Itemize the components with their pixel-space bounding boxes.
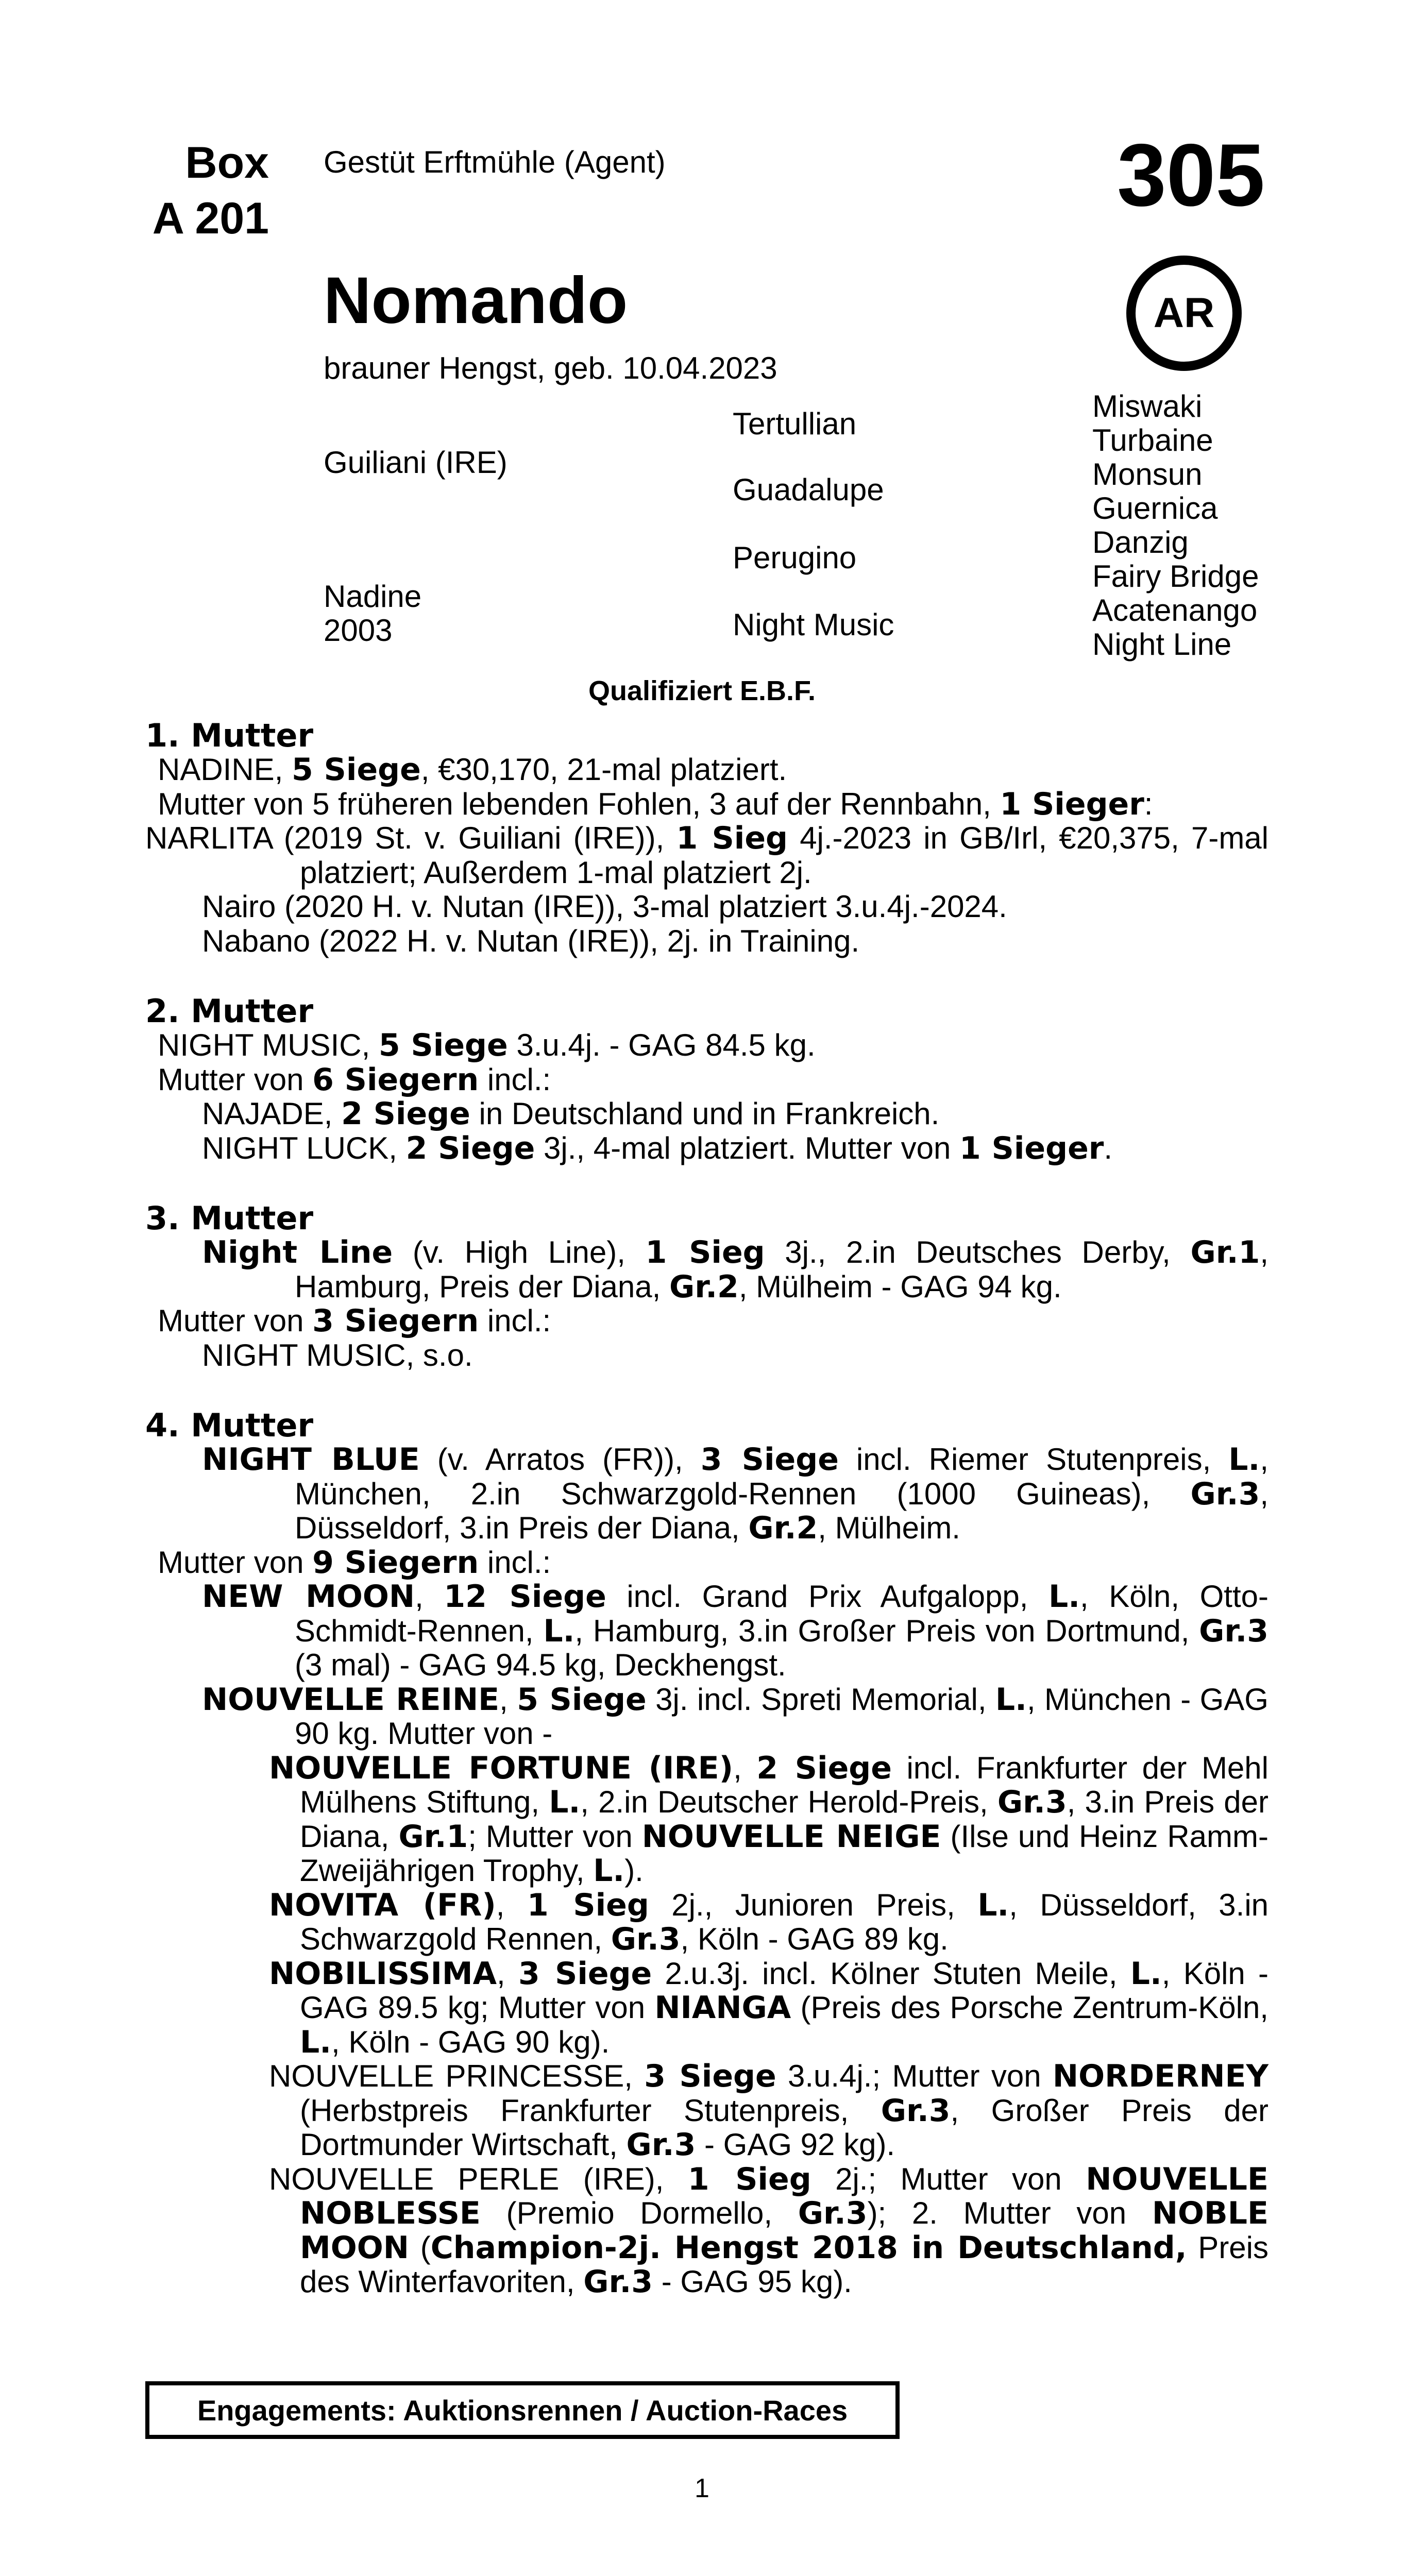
produce-summary: Mutter von 6 Siegern incl.: <box>158 1061 551 1098</box>
qualification: Qualifiziert E.B.F. <box>588 675 816 706</box>
section-3-mutter <box>145 1201 1268 1372</box>
produce-summary: Mutter von 3 Siegern incl.: <box>158 1303 551 1339</box>
pedigree-grandparent: Perugino <box>733 540 857 575</box>
produce-entry: NARLITA (2019 St. v. Guiliani (IRE)), 1 Sieg 4j.-2023 in GB/Irl, €20,375, 7-mal platziert; Außerdem 1-mal platziert 2j. <box>145 820 1269 890</box>
engagements-box: Engagements: Auktionsrennen / Auction-Races <box>145 2381 900 2439</box>
pedigree-great-grandparent: Guernica <box>1092 491 1218 526</box>
section-2-mutter <box>145 994 1268 1165</box>
dam-record: Night Line (v. High Line), 1 Sieg 3j., 2.in Deutsches Derby, Gr.1, Hamburg, Preis der Diana, Gr.2, Mülheim - GAG 94 kg. <box>202 1234 1268 1305</box>
pedigree-great-grandparent: Fairy Bridge <box>1092 559 1259 594</box>
granddaughter-entry: NOUVELLE PRINCESSE, 3 Siege 3.u.4j.; Mutter von NORDERNEY (Herbstpreis Frankfurter Stutenpreis, Gr.3, Großer Preis der Dortmunder Wirtschaft, Gr.3 - GAG 92 kg). <box>269 2058 1268 2163</box>
produce-summary: Mutter von 9 Siegern incl.: <box>158 1544 551 1581</box>
pedigree-great-grandparent: Monsun <box>1092 457 1203 492</box>
produce-summary: Mutter von 5 früheren lebenden Fohlen, 3 auf der Rennbahn, 1 Sieger: <box>158 786 1153 822</box>
pedigree-grandparent: Guadalupe <box>733 472 884 507</box>
lot-number: 305 <box>1117 126 1265 225</box>
dam-record: NADINE, 5 Siege, €30,170, 21-mal platziert. <box>158 752 787 788</box>
breeder: Gestüt Erftmühle (Agent) <box>324 145 666 179</box>
pedigree-dam <box>324 580 421 648</box>
pedigree-great-grandparent: Danzig <box>1092 525 1189 560</box>
section-heading: 4. Mutter <box>145 1406 314 1444</box>
pedigree-grandparent: Night Music <box>733 607 894 642</box>
box-label <box>145 135 269 246</box>
produce-entry: NAJADE, 2 Siege in Deutschland und in Frankreich. <box>202 1096 940 1132</box>
granddaughter-entry: NOUVELLE FORTUNE (IRE), 2 Siege incl. Frankfurter der Mehl Mülhens Stiftung, L., 2.in Deutscher Herold-Preis, Gr.3, 3.in Preis der Diana, Gr.1; Mutter von NOUVELLE NEIGE (Ilse und Heinz Ramm-Zweijährigen Trophy, L.). <box>269 1750 1268 1889</box>
produce-entry: NEW MOON, 12 Siege incl. Grand Prix Aufgalopp, L., Köln, Otto-Schmidt-Rennen, L., Hamburg, 3.in Großer Preis von Dortmund, Gr.3 (3 mal) - GAG 94.5 kg, Deckhengst. <box>202 1579 1268 1682</box>
pedigree-great-grandparent: Miswaki <box>1092 389 1203 423</box>
granddaughter-entry: NOBILISSIMA, 3 Siege 2.u.3j. incl. Kölner Stuten Meile, L., Köln - GAG 89.5 kg; Mutter von NIANGA (Preis des Porsche Zentrum-Köln, L., Köln - GAG 90 kg). <box>269 1955 1268 2060</box>
pedigree-grandparent: Tertullian <box>733 406 857 441</box>
granddaughter-entry: NOVITA (FR), 1 Sieg 2j., Junioren Preis, L., Düsseldorf, 3.in Schwarzgold Rennen, Gr.3, Köln - GAG 89 kg. <box>269 1887 1269 1957</box>
pedigree-dam-year: 2003 <box>324 613 393 648</box>
horse-name: Nomando <box>324 264 628 337</box>
dam-record: NIGHT MUSIC, 5 Siege 3.u.4j. - GAG 84.5 kg. <box>158 1027 816 1063</box>
box-label-text: Box <box>185 138 269 188</box>
box-number: A 201 <box>152 194 269 243</box>
section-heading: 2. Mutter <box>145 992 314 1030</box>
pedigree-dam-name: Nadine <box>324 579 422 614</box>
pedigree-great-grandparent: Acatenango <box>1092 593 1258 628</box>
section-heading: 1. Mutter <box>145 717 314 754</box>
section-heading: 3. Mutter <box>145 1199 314 1237</box>
pedigree-great-grandparent: Turbaine <box>1092 423 1213 457</box>
page-number: 1 <box>695 2473 709 2503</box>
granddaughter-entry: NOUVELLE PERLE (IRE), 1 Sieg 2j.; Mutter von NOUVELLE NOBLESSE (Premio Dormello, Gr.3); 2. Mutter von NOBLE MOON (Champion-2j. Hengst 2018 in Deutschland, Preis des Winterfavoriten, Gr.3 - GAG 95 kg). <box>269 2161 1269 2300</box>
produce-entry: NIGHT LUCK, 2 Siege 3j., 4-mal platziert. Mutter von 1 Sieger. <box>202 1130 1113 1166</box>
ar-badge: AR <box>1126 256 1242 371</box>
pedigree-great-grandparents <box>1092 389 1259 662</box>
produce-entry: NIGHT MUSIC, s.o. <box>202 1337 473 1372</box>
produce-entry: Nairo (2020 H. v. Nutan (IRE)), 3-mal platziert 3.u.4j.-2024. <box>202 889 1007 924</box>
produce-entry: NOUVELLE REINE, 5 Siege 3j. incl. Spreti Memorial, L., München - GAG 90 kg. Mutter von - <box>202 1681 1268 1751</box>
produce-entry: Nabano (2022 H. v. Nutan (IRE)), 2j. in Training. <box>202 923 860 958</box>
horse-description: brauner Hengst, geb. 10.04.2023 <box>324 351 777 385</box>
pedigree-great-grandparent: Night Line <box>1092 627 1232 662</box>
section-4-mutter <box>145 1406 1269 2300</box>
pedigree-sire: Guiliani (IRE) <box>324 445 508 480</box>
section-1-mutter <box>145 719 1268 958</box>
dam-record: NIGHT BLUE (v. Arratos (FR)), 3 Siege incl. Riemer Stutenpreis, L., München, 2.in Schwarzgold-Rennen (1000 Guineas), Gr.3, Düsseldorf, 3.in Preis der Diana, Gr.2, Mülheim. <box>202 1442 1268 1546</box>
catalogue-body <box>145 719 1268 2335</box>
